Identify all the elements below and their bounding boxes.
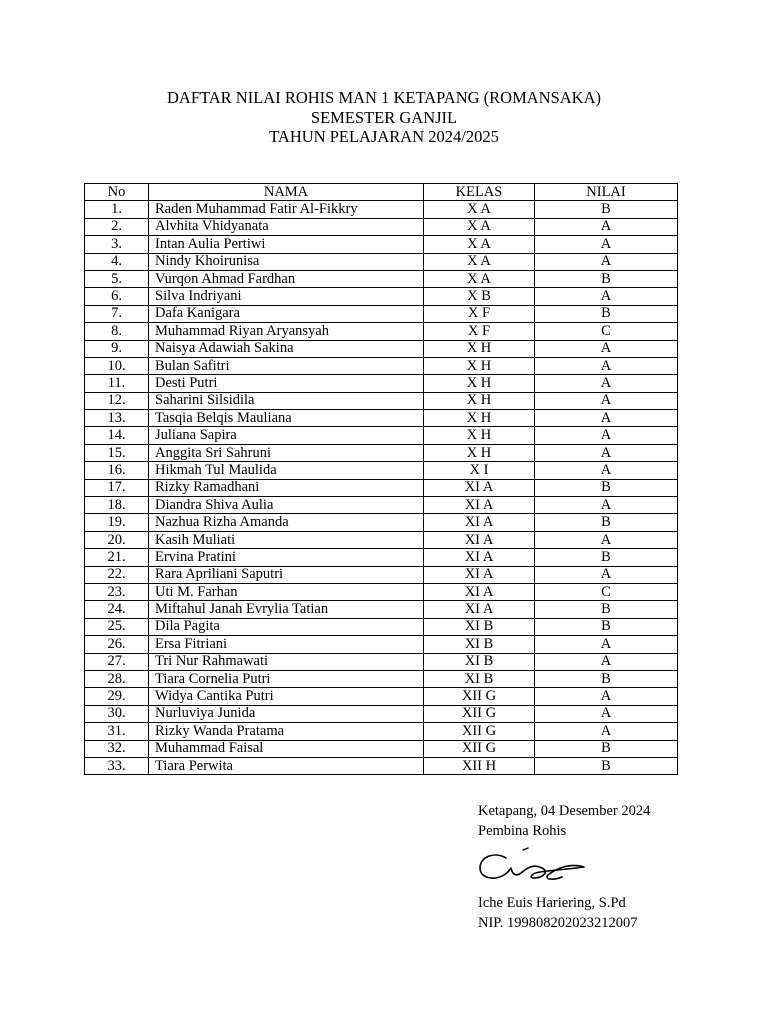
cell-no: 27.	[85, 653, 149, 670]
cell-nilai: B	[535, 670, 678, 687]
cell-nilai: B	[535, 270, 678, 287]
cell-nama: Naisya Adawiah Sakina	[149, 340, 424, 357]
cell-nilai: A	[535, 653, 678, 670]
cell-nilai: A	[535, 531, 678, 548]
cell-kelas: XI A	[424, 514, 535, 531]
cell-nilai: C	[535, 583, 678, 600]
cell-nilai: A	[535, 375, 678, 392]
cell-no: 30.	[85, 705, 149, 722]
cell-no: 24.	[85, 601, 149, 618]
cell-no: 10.	[85, 357, 149, 374]
table-row	[85, 705, 678, 722]
cell-nilai: B	[535, 549, 678, 566]
handwritten-signature	[476, 845, 588, 891]
cell-kelas: X A	[424, 218, 535, 235]
cell-kelas: XII H	[424, 757, 535, 774]
column-header-kelas: KELAS	[424, 184, 535, 201]
cell-no: 31.	[85, 723, 149, 740]
cell-kelas: XI B	[424, 636, 535, 653]
cell-nilai: B	[535, 514, 678, 531]
cell-nilai: B	[535, 757, 678, 774]
cell-no: 2.	[85, 218, 149, 235]
table-row	[85, 479, 678, 496]
table-row	[85, 566, 678, 583]
cell-nilai: B	[535, 479, 678, 496]
grades-table	[84, 183, 678, 775]
cell-nama: Tri Nur Rahmawati	[149, 653, 424, 670]
table-row	[85, 636, 678, 653]
cell-no: 29.	[85, 688, 149, 705]
cell-nilai: A	[535, 497, 678, 514]
table-row	[85, 253, 678, 270]
cell-nama: Juliana Sapira	[149, 427, 424, 444]
title-line-1: DAFTAR NILAI ROHIS MAN 1 KETAPANG (ROMANSAKA)	[166, 88, 601, 107]
cell-nama: Desti Putri	[149, 375, 424, 392]
cell-nama: Nindy Khoirunisa	[149, 253, 424, 270]
table-row	[85, 444, 678, 461]
table-row	[85, 723, 678, 740]
cell-no: 5.	[85, 270, 149, 287]
table-row	[85, 218, 678, 235]
cell-nama: Rara Apriliani Saputri	[149, 566, 424, 583]
table-row	[85, 653, 678, 670]
table-row	[85, 392, 678, 409]
cell-no: 23.	[85, 583, 149, 600]
cell-nilai: A	[535, 723, 678, 740]
cell-no: 19.	[85, 514, 149, 531]
cell-kelas: X A	[424, 236, 535, 253]
cell-nilai: A	[535, 357, 678, 374]
cell-nama: Intan Aulia Pertiwi	[149, 236, 424, 253]
cell-nilai: A	[535, 340, 678, 357]
cell-nama: Diandra Shiva Aulia	[149, 497, 424, 514]
cell-no: 21.	[85, 549, 149, 566]
cell-no: 12.	[85, 392, 149, 409]
cell-nama: Muhammad Faisal	[149, 740, 424, 757]
document-title	[0, 88, 768, 147]
table-row	[85, 375, 678, 392]
cell-nilai: B	[535, 740, 678, 757]
table-row	[85, 340, 678, 357]
place-date: Ketapang, 04 Desember 2024	[478, 803, 651, 819]
cell-no: 9.	[85, 340, 149, 357]
cell-no: 11.	[85, 375, 149, 392]
cell-nilai: A	[535, 462, 678, 479]
cell-kelas: XI B	[424, 653, 535, 670]
cell-no: 32.	[85, 740, 149, 757]
cell-nama: Saharini Silsidila	[149, 392, 424, 409]
cell-kelas: XI A	[424, 531, 535, 548]
table-row	[85, 601, 678, 618]
table-header-row	[85, 184, 678, 201]
cell-no: 1.	[85, 201, 149, 218]
cell-nama: Nurluviya Junida	[149, 705, 424, 722]
cell-nama: Muhammad Riyan Aryansyah	[149, 323, 424, 340]
cell-kelas: XI A	[424, 601, 535, 618]
cell-kelas: XI A	[424, 566, 535, 583]
cell-no: 4.	[85, 253, 149, 270]
table-row	[85, 323, 678, 340]
table-row	[85, 583, 678, 600]
cell-nilai: A	[535, 236, 678, 253]
cell-no: 6.	[85, 288, 149, 305]
cell-no: 7.	[85, 305, 149, 322]
cell-kelas: X H	[424, 444, 535, 461]
table-row	[85, 688, 678, 705]
cell-nilai: A	[535, 444, 678, 461]
cell-kelas: XI A	[424, 479, 535, 496]
cell-nilai: B	[535, 305, 678, 322]
cell-nilai: A	[535, 566, 678, 583]
cell-no: 33.	[85, 757, 149, 774]
signature-block	[478, 802, 650, 841]
cell-kelas: XI B	[424, 618, 535, 635]
table-row	[85, 757, 678, 774]
table-row	[85, 549, 678, 566]
cell-kelas: X H	[424, 375, 535, 392]
column-header-nama: NAMA	[149, 184, 424, 201]
cell-kelas: X A	[424, 201, 535, 218]
cell-nama: Dafa Kanigara	[149, 305, 424, 322]
signer-name: Iche Euis Hariering, S.Pd	[478, 895, 626, 911]
table-row	[85, 201, 678, 218]
table-row	[85, 236, 678, 253]
cell-nama: Alvhita Vhidyanata	[149, 218, 424, 235]
cell-kelas: X H	[424, 410, 535, 427]
cell-kelas: X F	[424, 305, 535, 322]
cell-nilai: B	[535, 618, 678, 635]
cell-kelas: X H	[424, 427, 535, 444]
table-row	[85, 305, 678, 322]
cell-no: 14.	[85, 427, 149, 444]
table-row	[85, 740, 678, 757]
signer-role: Pembina Rohis	[478, 822, 567, 839]
cell-no: 3.	[85, 236, 149, 253]
cell-kelas: X F	[424, 323, 535, 340]
cell-kelas: X A	[424, 270, 535, 287]
cell-no: 8.	[85, 323, 149, 340]
cell-no: 16.	[85, 462, 149, 479]
column-header-nilai: NILAI	[535, 184, 678, 201]
cell-nama: Hikmah Tul Maulida	[149, 462, 424, 479]
cell-nama: Nazhua Rizha Amanda	[149, 514, 424, 531]
cell-kelas: X H	[424, 357, 535, 374]
cell-nama: Ervina Pratini	[149, 549, 424, 566]
cell-no: 20.	[85, 531, 149, 548]
cell-nilai: A	[535, 410, 678, 427]
cell-no: 26.	[85, 636, 149, 653]
cell-nama: Dila Pagita	[149, 618, 424, 635]
cell-nilai: A	[535, 636, 678, 653]
cell-kelas: XII G	[424, 740, 535, 757]
cell-kelas: XII G	[424, 688, 535, 705]
cell-kelas: X H	[424, 392, 535, 409]
cell-kelas: X B	[424, 288, 535, 305]
cell-nama: Miftahul Janah Evrylia Tatian	[149, 601, 424, 618]
cell-nama: Raden Muhammad Fatir Al-Fikkry	[149, 201, 424, 218]
cell-nama: Widya Cantika Putri	[149, 688, 424, 705]
cell-nama: Tiara Perwita	[149, 757, 424, 774]
table-row	[85, 531, 678, 548]
cell-kelas: XII G	[424, 723, 535, 740]
cell-kelas: X A	[424, 253, 535, 270]
cell-kelas: X I	[424, 462, 535, 479]
cell-kelas: XI A	[424, 583, 535, 600]
cell-nilai: C	[535, 323, 678, 340]
cell-no: 22.	[85, 566, 149, 583]
table-row	[85, 462, 678, 479]
cell-nilai: A	[535, 288, 678, 305]
cell-nama: Uti M. Farhan	[149, 583, 424, 600]
cell-nama: Rizky Wanda Pratama	[149, 723, 424, 740]
cell-nama: Anggita Sri Sahruni	[149, 444, 424, 461]
cell-nama: Vurqon Ahmad Fardhan	[149, 270, 424, 287]
cell-nama: Rizky Ramadhani	[149, 479, 424, 496]
cell-nama: Ersa Fitriani	[149, 636, 424, 653]
cell-no: 25.	[85, 618, 149, 635]
cell-kelas: XII G	[424, 705, 535, 722]
cell-no: 17.	[85, 479, 149, 496]
column-header-no: No	[85, 184, 149, 201]
table-body	[85, 201, 678, 775]
cell-nilai: A	[535, 688, 678, 705]
cell-kelas: X H	[424, 340, 535, 357]
cell-no: 18.	[85, 497, 149, 514]
cell-kelas: XI A	[424, 549, 535, 566]
cell-no: 15.	[85, 444, 149, 461]
cell-kelas: XI B	[424, 670, 535, 687]
cell-nilai: B	[535, 601, 678, 618]
table-row	[85, 270, 678, 287]
cell-nilai: B	[535, 201, 678, 218]
title-line-3: TAHUN PELAJARAN 2024/2025	[269, 127, 499, 146]
cell-nama: Kasih Muliati	[149, 531, 424, 548]
cell-kelas: XI A	[424, 497, 535, 514]
table-row	[85, 514, 678, 531]
table-row	[85, 670, 678, 687]
cell-nama: Tasqia Belqis Mauliana	[149, 410, 424, 427]
signer-nip: NIP. 199808202023212007	[478, 915, 638, 931]
table-row	[85, 618, 678, 635]
cell-nilai: A	[535, 427, 678, 444]
cell-nilai: A	[535, 705, 678, 722]
title-line-2: SEMESTER GANJIL	[310, 107, 458, 127]
cell-nama: Tiara Cornelia Putri	[149, 670, 424, 687]
table-row	[85, 427, 678, 444]
cell-nilai: A	[535, 218, 678, 235]
table-row	[85, 288, 678, 305]
signer-details	[478, 893, 638, 933]
table-row	[85, 410, 678, 427]
table-row	[85, 357, 678, 374]
cell-nilai: A	[535, 253, 678, 270]
cell-nama: Bulan Safitri	[149, 357, 424, 374]
cell-no: 28.	[85, 670, 149, 687]
table-row	[85, 497, 678, 514]
cell-no: 13.	[85, 410, 149, 427]
cell-nama: Silva Indriyani	[149, 288, 424, 305]
cell-nilai: A	[535, 392, 678, 409]
